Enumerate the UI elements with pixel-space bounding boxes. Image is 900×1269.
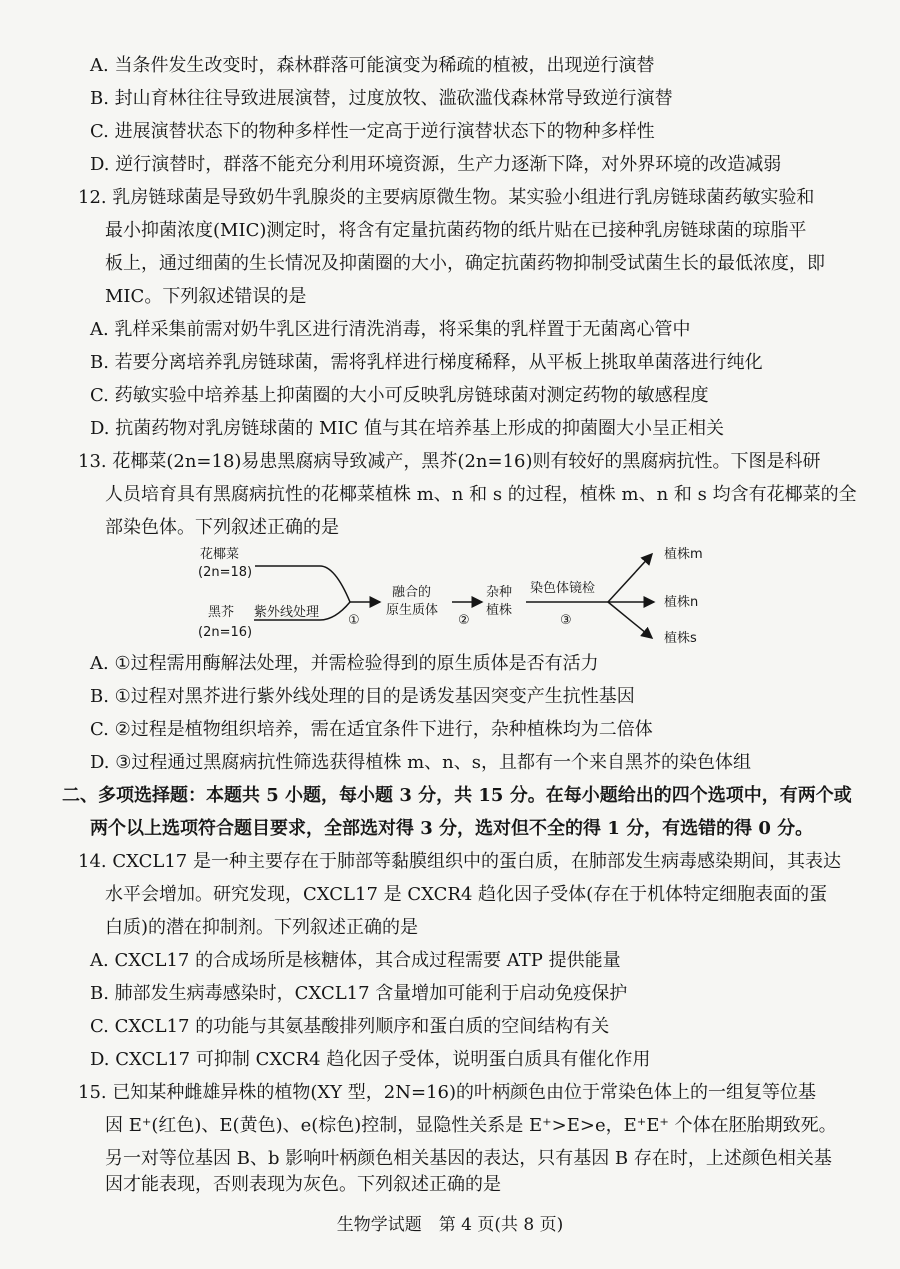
q11-option-c: C. 进展演替状态下的物种多样性一定高于逆行演替状态下的物种多样性 [90,121,655,142]
q15-stem-line3: 另一对等位基因 B、b 影响叶柄颜色相关基因的表达，只有基因 B 存在时，上述颜色相关基 [105,1148,832,1169]
q12-stem-line2: 最小抑菌浓度(MIC)测定时，将含有定量抗菌药物的纸片贴在已接种乳房链球菌的琼脂平 [105,220,807,241]
cauliflower-arrow-line [255,566,350,602]
q13-option-b: B. ①过程对黑芥进行紫外线处理的目的是诱发基因突变产生抗性基因 [90,686,635,707]
plant-n-label: 植株n [664,595,699,610]
mustard-chromosome-label: (2n=16) [198,625,253,640]
section-2-heading-line2: 两个以上选项符合题目要求，全部选对得 3 分，选对但不全的得 1 分，有选错的得 0 分。 [90,818,814,839]
q12-option-c: C. 药敏实验中培养基上抑菌圈的大小可反映乳房链球菌对测定药物的敏感程度 [90,385,709,406]
q13-stem-line2: 人员培育具有黑腐病抗性的花椰菜植株 m、n 和 s 的过程，植株 m、n 和 s 均含有花椰菜的全 [105,484,857,505]
q14-option-d: D. CXCL17 可抑制 CXCR4 趋化因子受体，说明蛋白质具有催化作用 [90,1049,651,1070]
q13-option-d: D. ③过程通过黑腐病抗性筛选获得植株 m、n、s，且都有一个来自黑芥的染色体组 [90,752,751,773]
q15-stem-line2: 因 E⁺(红色)、E(黄色)、e(棕色)控制，显隐性关系是 E⁺>E>e，E⁺E⁺ 个体在胚胎期致死。 [105,1115,837,1136]
hybrid-plant-label-2: 植株 [486,603,513,618]
hybrid-plant-label-1: 杂种 [486,585,513,600]
q13-stem-line3: 部染色体。下列叙述正确的是 [105,517,339,538]
step-2-marker: ② [458,613,470,628]
q12-option-d: D. 抗菌药物对乳房链球菌的 MIC 值与其在培养基上形成的抑菌圈大小呈正相关 [90,418,724,439]
q11-option-d: D. 逆行演替时，群落不能充分利用环境资源，生产力逐渐下降，对外界环境的改造减弱 [90,154,782,175]
plant-s-label: 植株s [664,631,697,646]
arrow-to-plant-m [608,554,652,602]
q14-option-b: B. 肺部发生病毒感染时，CXCL17 含量增加可能利于启动免疫保护 [90,983,628,1004]
cauliflower-label: 花椰菜 [200,547,240,562]
q15-stem-line1: 15. 已知某种雌雄异株的植物(XY 型，2N=16)的叶柄颜色由位于常染色体上的一组复等位基 [78,1082,816,1103]
step-1-marker: ① [348,613,360,628]
q11-option-a: A. 当条件发生改变时，森林群落可能演变为稀疏的植被，出现逆行演替 [90,55,655,76]
uv-treatment-label: 紫外线处理 [254,605,320,620]
plant-m-label: 植株m [664,547,703,562]
step-3-marker: ③ [560,613,572,628]
fused-protoplast-label-2: 原生质体 [386,603,439,618]
q13-option-a: A. ①过程需用酶解法处理，并需检验得到的原生质体是否有活力 [90,653,599,674]
q13-option-c: C. ②过程是植物组织培养，需在适宜条件下进行，杂种植株均为二倍体 [90,719,653,740]
q14-stem-line2: 水平会增加。研究发现，CXCL17 是 CXCR4 趋化因子受体(存在于机体特定细胞表面的蛋 [105,884,828,905]
q14-option-a: A. CXCL17 的合成场所是核糖体，其合成过程需要 ATP 提供能量 [90,950,621,971]
fused-protoplast-label-1: 融合的 [392,585,432,600]
q14-option-c: C. CXCL17 的功能与其氨基酸排列顺序和蛋白质的空间结构有关 [90,1016,610,1037]
q13-stem-line1: 13. 花椰菜(2n=18)易患黑腐病导致减产，黑芥(2n=16)则有较好的黑腐病抗性。下图是科研 [78,451,821,472]
arrow-to-plant-s [608,602,652,638]
q12-stem-line4: MIC。下列叙述错误的是 [105,286,307,307]
q12-option-a: A. 乳样采集前需对奶牛乳区进行清洗消毒，将采集的乳样置于无菌离心管中 [90,319,691,340]
q11-option-b: B. 封山育林往往导致进展演替，过度放牧、滥砍滥伐森林常导致逆行演替 [90,88,673,109]
q14-stem-line1: 14. CXCL17 是一种主要存在于肺部等黏膜组织中的蛋白质，在肺部发生病毒感染期间，其表达 [78,851,841,872]
q12-option-b: B. 若要分离培养乳房链球菌，需将乳样进行梯度稀释，从平板上挑取单菌落进行纯化 [90,352,763,373]
section-2-heading-line1: 二、多项选择题：本题共 5 小题，每小题 3 分，共 15 分。在每小题给出的四个选项中，有两个或 [62,785,852,806]
chromosome-check-label: 染色体镜检 [530,581,596,596]
q14-stem-line3: 白质)的潜在抑制剂。下列叙述正确的是 [105,917,419,938]
page-footer: 生物学试题 第 4 页(共 8 页) [336,1215,564,1235]
mustard-label: 黑芥 [208,605,235,620]
q15-stem-line4: 因才能表现，否则表现为灰色。下列叙述正确的是 [105,1174,501,1195]
q12-stem-line1: 12. 乳房链球菌是导致奶牛乳腺炎的主要病原微生物。某实验小组进行乳房链球菌药敏实验和 [78,187,815,208]
hybridization-flow-diagram [190,540,730,650]
cauliflower-chromosome-label: (2n=18) [198,565,253,580]
q12-stem-line3: 板上，通过细菌的生长情况及抑菌圈的大小，确定抗菌药物抑制受试菌生长的最低浓度，即 [105,253,825,274]
